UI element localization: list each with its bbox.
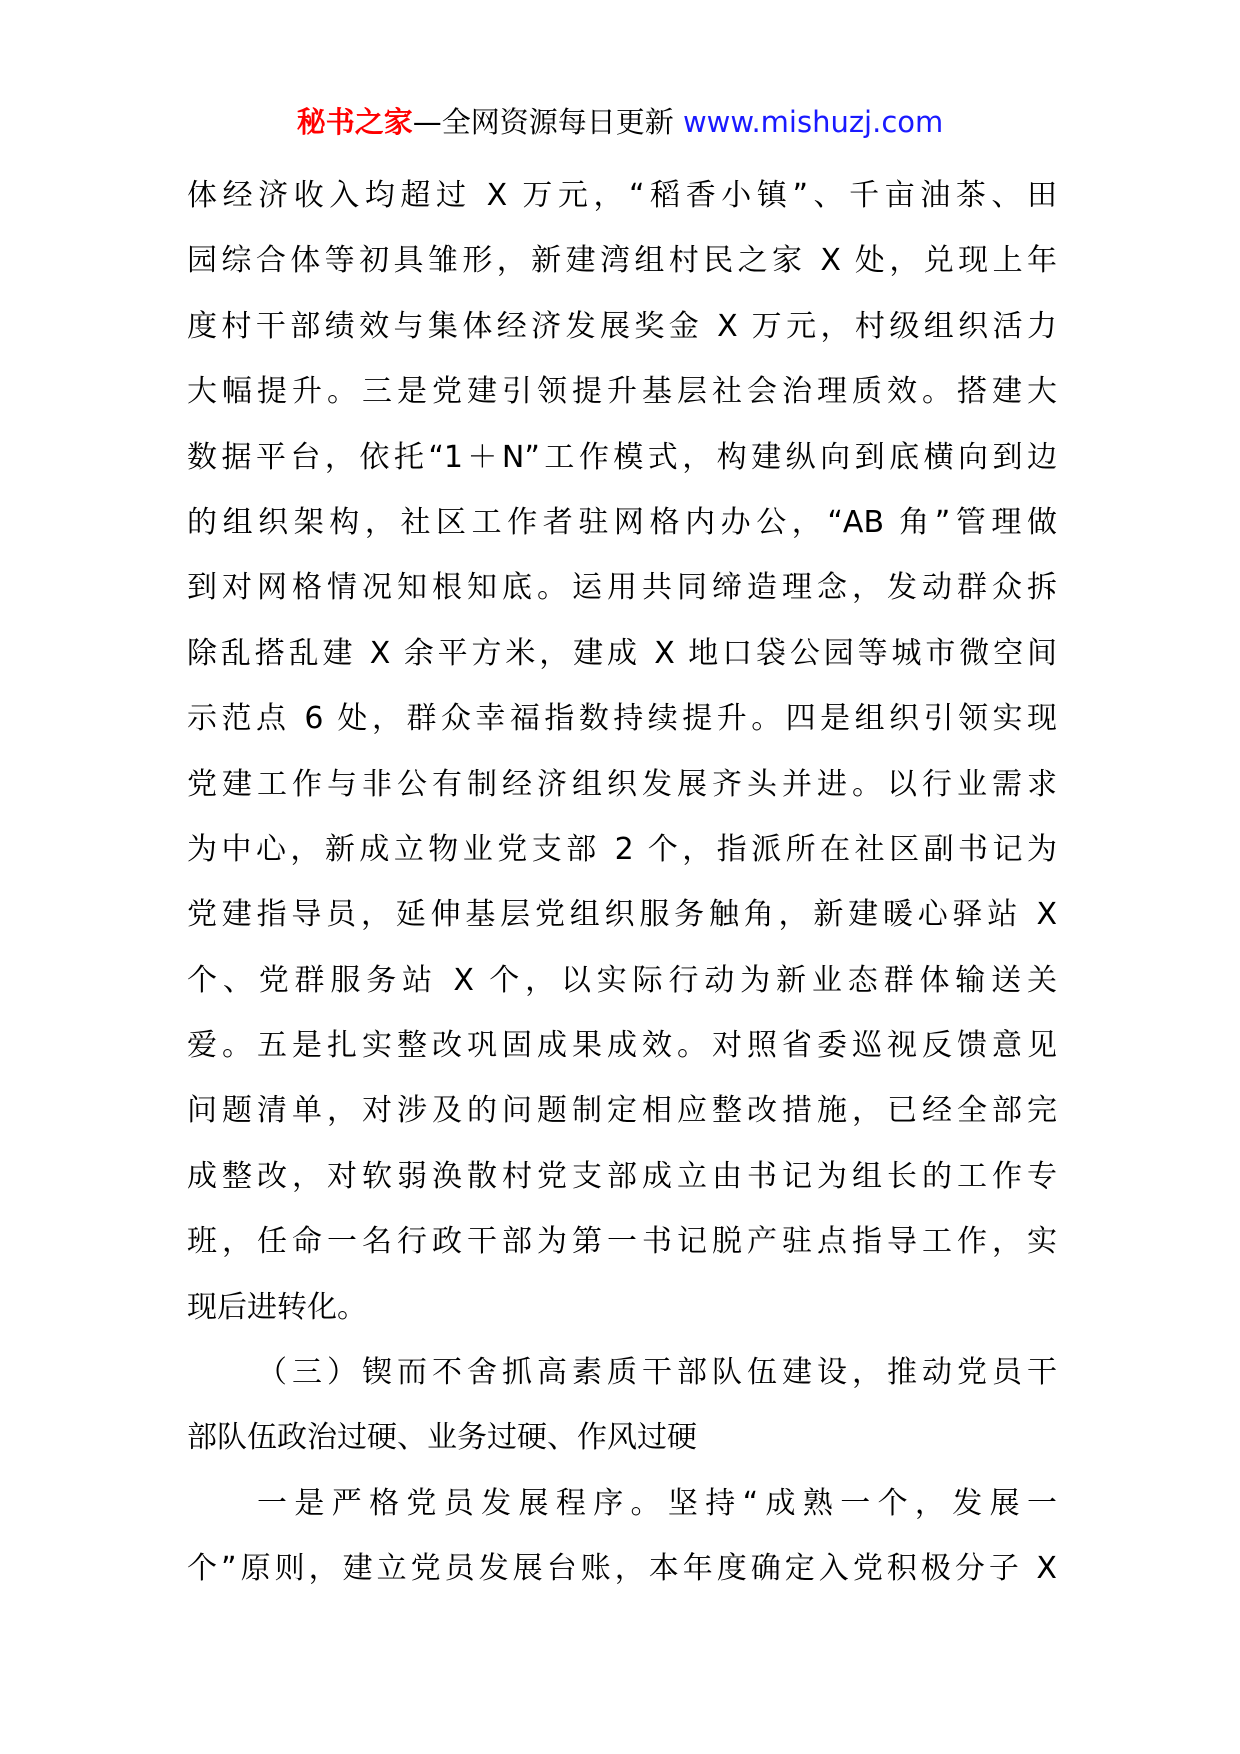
header-slogan: —全网资源每日更新 bbox=[412, 105, 683, 139]
section-heading-line: （三）锲而不舍抓高素质干部队伍建设，推动党员干 bbox=[257, 1355, 1057, 1391]
text-line: 党建指导员，延伸基层党组织服务触角，新建暖心驿站 X bbox=[187, 897, 1057, 933]
text-line: 大幅提升。三是党建引领提升基层社会治理质效。搭建大 bbox=[187, 374, 1057, 410]
text-line: 度村干部绩效与集体经济发展奖金 X 万元，村级组织活力 bbox=[187, 308, 1057, 344]
text-line: 成整改，对软弱涣散村党支部成立由书记为组长的工作专 bbox=[187, 1158, 1057, 1194]
document-body bbox=[187, 166, 1057, 1605]
text-line: 党建工作与非公有制经济组织发展齐头并进。以行业需求 bbox=[187, 766, 1057, 802]
text-line: 数据平台，依托“1＋N”工作模式，构建纵向到底横向到边 bbox=[187, 439, 1057, 475]
section-heading-line: 部队伍政治过硬、业务过硬、作风过硬 bbox=[187, 1420, 697, 1456]
text-line: 为中心，新成立物业党支部 2 个，指派所在社区副书记为 bbox=[187, 831, 1057, 867]
text-line: 除乱搭乱建 X 余平方米，建成 X 地口袋公园等城市微空间 bbox=[187, 635, 1057, 671]
text-line: 到对网格情况知根知底。运用共同缔造理念，发动群众拆 bbox=[187, 570, 1057, 606]
text-line: 体经济收入均超过 X 万元，“稻香小镇”、千亩油茶、田 bbox=[187, 178, 1057, 213]
text-line: 园综合体等初具雏形，新建湾组村民之家 X 处，兑现上年 bbox=[187, 243, 1057, 279]
text-line: 的组织架构，社区工作者驻网格内办公，“AB 角”管理做 bbox=[187, 504, 1057, 540]
text-line: 爱。五是扎实整改巩固成果成效。对照省委巡视反馈意见 bbox=[187, 1028, 1057, 1064]
text-line: 示范点 6 处，群众幸福指数持续提升。四是组织引领实现 bbox=[187, 701, 1057, 737]
text-line: 个、党群服务站 X 个，以实际行动为新业态群体输送关 bbox=[187, 962, 1057, 998]
brand-name: 秘书之家 bbox=[296, 105, 413, 139]
paragraph-end-line: 现后进转化。 bbox=[187, 1289, 367, 1325]
text-line: 一是严格党员发展程序。坚持“成熟一个，发展一 bbox=[257, 1485, 1057, 1521]
site-url-link[interactable]: www.mishuzj.com bbox=[682, 105, 944, 139]
site-header bbox=[0, 102, 1240, 142]
text-line: 问题清单，对涉及的问题制定相应整改措施，已经全部完 bbox=[187, 1093, 1057, 1129]
text-line: 个”原则，建立党员发展台账，本年度确定入党积极分子 X bbox=[187, 1551, 1057, 1587]
text-line: 班，任命一名行政干部为第一书记脱产驻点指导工作，实 bbox=[187, 1224, 1057, 1260]
